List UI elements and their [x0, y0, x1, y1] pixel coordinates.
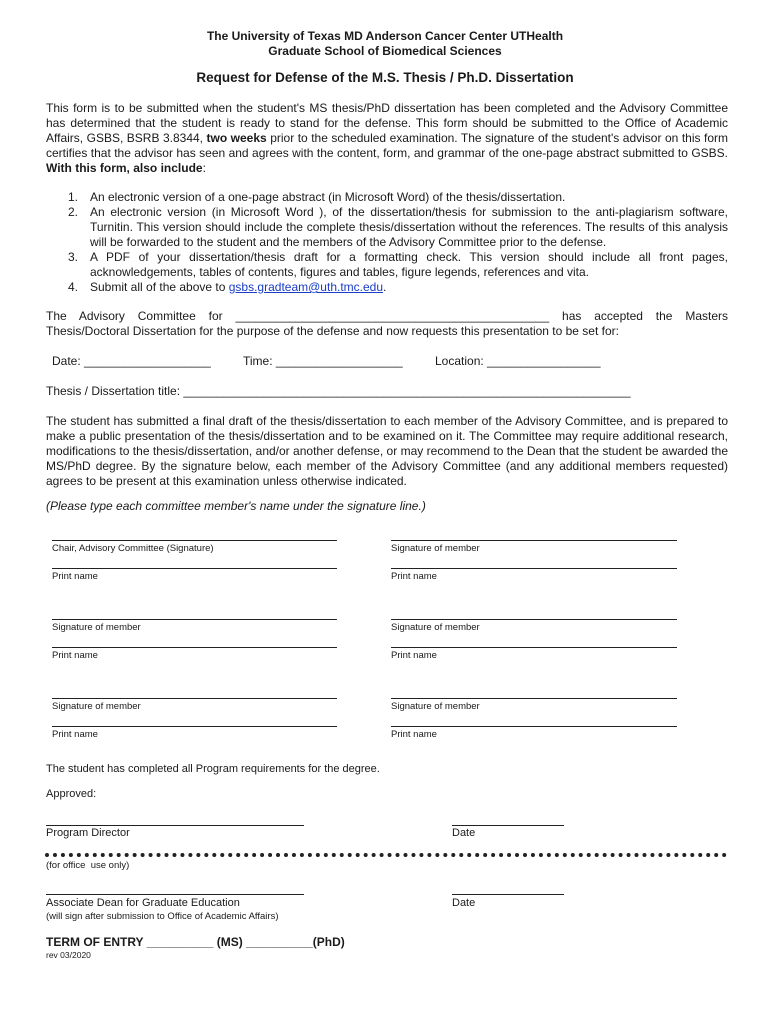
print-name-label: Print name: [52, 729, 98, 740]
list-item: 3. A PDF of your dissertation/thesis draft for a formatting check. This version should include all front pages, acknowledgements, tables of contents, figures and tables, figure legends, references and vita.: [68, 250, 728, 279]
member-signature-label: Signature of member: [52, 701, 141, 712]
instruction-text: (Please type each committee member's name under the signature line.): [46, 499, 426, 513]
program-director-label: Program Director: [46, 827, 130, 839]
list-item: 4. Submit all of the above to gsbs.gradteam@uth.tmc.edu.: [68, 280, 387, 294]
member-signature-line[interactable]: [391, 540, 677, 541]
list-item: 1. An electronic version of a one-page abstract (in Microsoft Word) of the thesis/dissertation.: [68, 190, 566, 204]
print-name-label: Print name: [52, 650, 98, 661]
print-name-label: Print name: [52, 571, 98, 582]
date-field[interactable]: Date: ___________________: [52, 354, 211, 368]
time-field[interactable]: Time: ___________________: [243, 354, 403, 368]
associate-dean-signature-line[interactable]: [46, 894, 304, 895]
date-signature-line[interactable]: [452, 825, 564, 826]
office-use-label: (for office use only): [46, 860, 130, 871]
statement-paragraph: The student has submitted a final draft of the thesis/dissertation to each member of the Advisory Committee, and is prepared to make a public presentation of the thesis/dissertation and to be examined on it. The Committee may require additional research, modifications to the thesis/dissertation, and/or another defense, or may recommend to the Dean that the student be awarded the MS/PhD degree. By the signature below, each member of the Advisory Committee (and any additional members requested) agrees to be present at this examination unless otherwise indicated.: [46, 414, 728, 488]
thesis-title-field[interactable]: Thesis / Dissertation title: ___________________________________________________________________: [46, 384, 631, 398]
member-signature-line[interactable]: [391, 619, 677, 620]
completion-statement: The student has completed all Program requirements for the degree.: [46, 763, 380, 775]
print-name-line[interactable]: [52, 568, 337, 569]
revision-label: rev 03/2020: [46, 950, 91, 960]
member-signature-line[interactable]: [391, 698, 677, 699]
date-signature-line[interactable]: [452, 894, 564, 895]
member-signature-line[interactable]: [52, 698, 337, 699]
office-use-divider: [45, 853, 727, 857]
print-name-label: Print name: [391, 571, 437, 582]
date-label: Date: [452, 827, 476, 839]
date-label: Date: [452, 897, 476, 909]
approved-label: Approved:: [46, 788, 97, 800]
institution-name: The University of Texas MD Anderson Cancer Center UTHealth: [206, 29, 564, 43]
print-name-line[interactable]: [52, 647, 337, 648]
term-of-entry[interactable]: TERM OF ENTRY __________ (MS) __________(PhD): [46, 935, 345, 949]
member-signature-label: Signature of member: [391, 701, 480, 712]
print-name-label: Print name: [391, 650, 437, 661]
list-item: 2. An electronic version (in Microsoft Word ), of the dissertation/thesis for submission to the anti-plagiarism software, Turnitin. This version should include the complete thesis/dissertation without the references. The results of this analysis will be forwarded to the student and the members of the Advisory Committee prior to the defense.: [68, 205, 728, 249]
member-signature-label: Signature of member: [391, 622, 480, 633]
chair-signature-line[interactable]: [52, 540, 337, 541]
intro-paragraph: This form is to be submitted when the student's MS thesis/PhD dissertation has been completed and the Advisory Committee has determined that the student is ready to stand for the defense. This form should be submitted to the Office of Academic Affairs, GSBS, BSRB 3.8344, two weeks prior to the scheduled examination. The signature of the student's advisor on this form certifies that the advisor has seen and agrees with the content, form, and grammar of the one-page abstract submitted to GSBS. With this form, also include:: [46, 101, 728, 175]
committee-paragraph: The Advisory Committee for _______________________________________________ has accepted the Masters Thesis/Doctoral Dissertation for the purpose of the defense and now requests this presentation to be set for:: [46, 309, 728, 338]
associate-dean-note: (will sign after submission to Office of Academic Affairs): [46, 911, 279, 922]
requirements-list: [46, 190, 728, 295]
member-signature-label: Signature of member: [391, 543, 480, 554]
print-name-line[interactable]: [391, 726, 677, 727]
associate-dean-label: Associate Dean for Graduate Education: [46, 897, 240, 909]
school-name: Graduate School of Biomedical Sciences: [268, 44, 502, 58]
member-signature-label: Signature of member: [52, 622, 141, 633]
member-signature-line[interactable]: [52, 619, 337, 620]
location-field[interactable]: Location: _________________: [435, 354, 601, 368]
print-name-label: Print name: [391, 729, 437, 740]
print-name-line[interactable]: [391, 647, 677, 648]
student-name-field[interactable]: _______________________________________________: [235, 309, 550, 323]
chair-signature-label: Chair, Advisory Committee (Signature): [52, 543, 214, 554]
program-director-signature-line[interactable]: [46, 825, 304, 826]
print-name-line[interactable]: [52, 726, 337, 727]
print-name-line[interactable]: [391, 568, 677, 569]
email-link[interactable]: gsbs.gradteam@uth.tmc.edu: [228, 280, 384, 294]
form-title: Request for Defense of the M.S. Thesis / Ph.D. Dissertation: [196, 70, 574, 85]
